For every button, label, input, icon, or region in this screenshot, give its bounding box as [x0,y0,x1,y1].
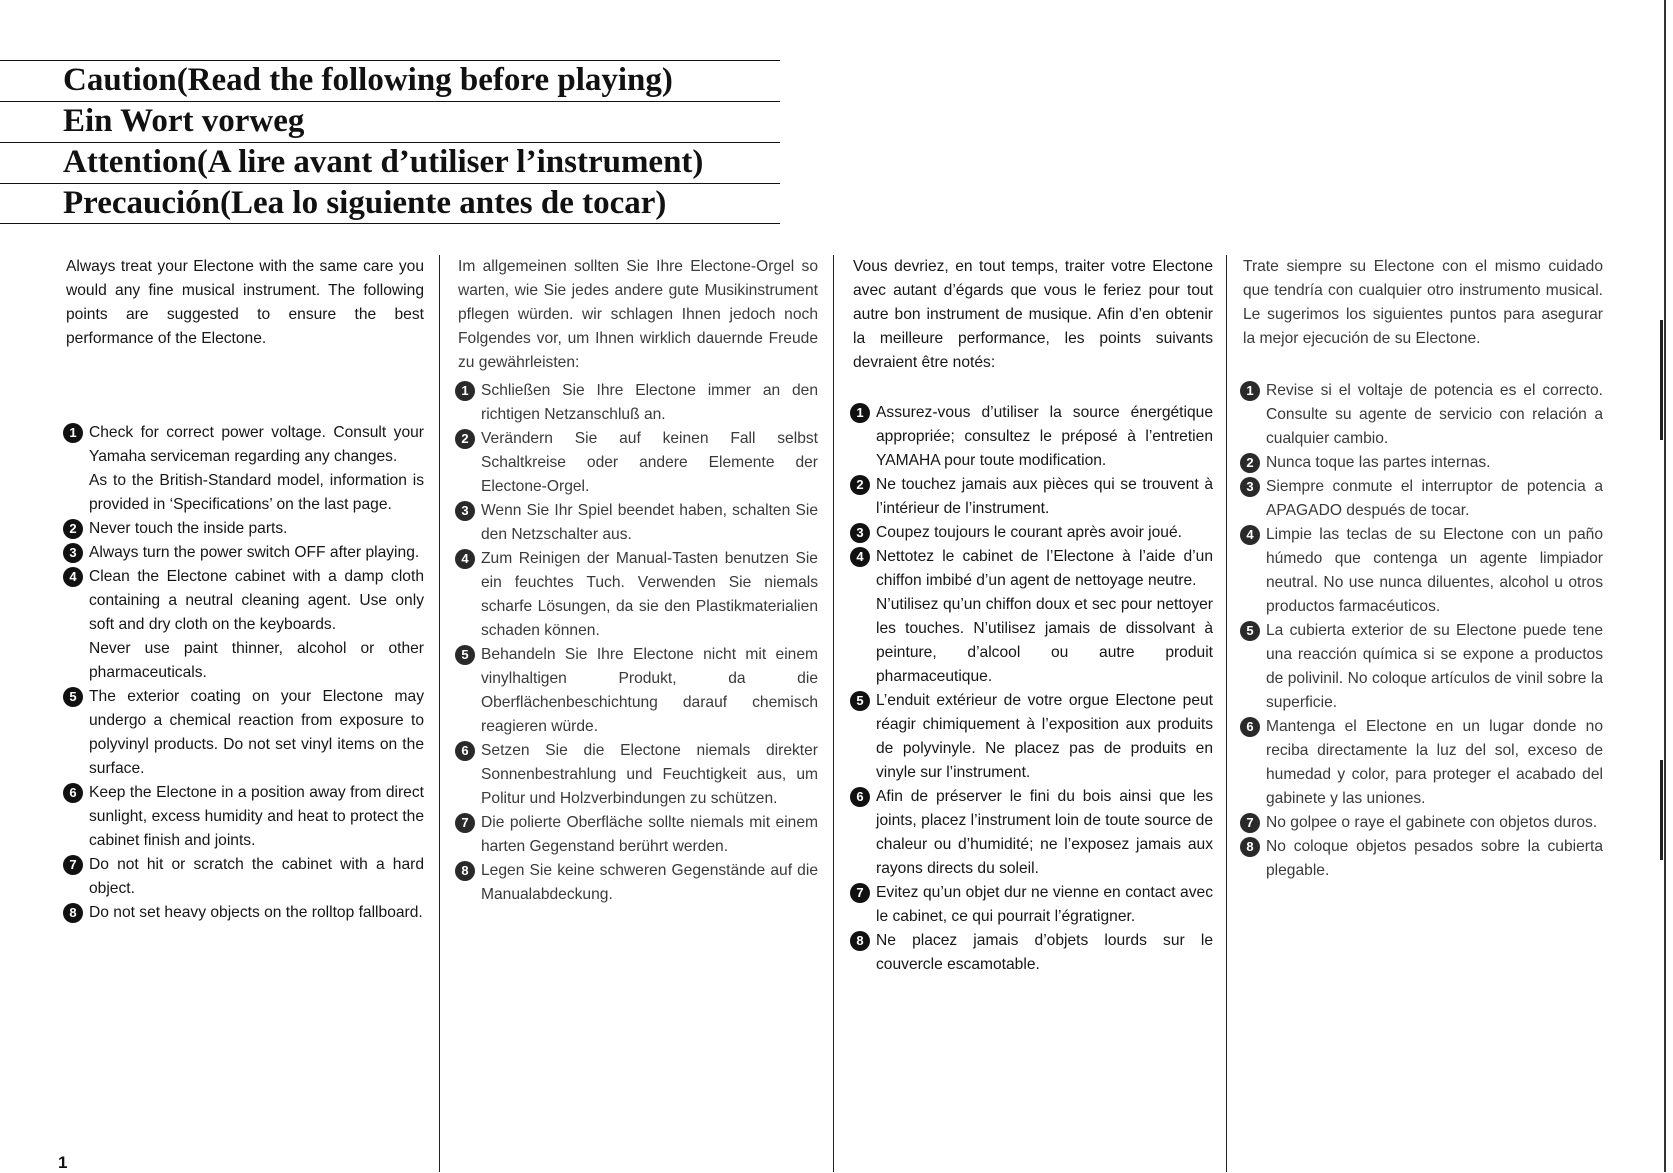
item-text: Legen Sie keine schweren Gegenstände auf die Manualabdeckung. [481,862,818,903]
list-item [1243,811,1603,835]
list-item [66,781,424,853]
page-edge [1664,0,1666,1172]
list-item [66,541,424,565]
item-number-badge: 5 [63,687,83,707]
list-item [66,517,424,541]
item-number-badge: 7 [63,855,83,875]
item-text: Do not hit or scratch the cabinet with a hard object. [89,856,424,897]
item-number-badge: 6 [455,741,475,761]
caution-list [458,379,818,907]
item-text: Zum Reinigen der Manual-Tasten benutzen Sie ein feuchtes Tuch. Verwenden Sie niemals scharfe Lösungen, da sie den Plastikmaterialien schaden können. [481,550,818,639]
item-number-badge: 2 [63,519,83,539]
intro-paragraph: Trate siempre su Electone con el mismo cuidado que tendría con cualquier otro instrumento musical. Le sugerimos los siguientes puntos para asegurar la mejor ejecución de su Electone. [1243,258,1603,347]
item-extra-text: N’utilisez qu’un chiffon doux et sec pour nettoyer les touches. N’utilisez jamais de dissolvant à peinture, d’alcool ou autre produit pharmaceutique. [876,596,1213,685]
item-number-badge: 5 [1240,621,1260,641]
item-text: Behandeln Sie Ihre Electone nicht mit einem vinylhaltigen Produkt, da die Oberflächenbeschichtung darauf chemisch reagieren würde. [481,646,818,735]
page-edge-mark [1660,320,1663,440]
item-text: Nunca toque las partes internas. [1266,454,1491,471]
list-item [66,901,424,925]
column-divider [439,255,440,1172]
column-english [66,255,424,925]
column-divider [833,255,834,1172]
list-item [458,427,818,499]
item-text: No coloque objetos pesados sobre la cubierta plegable. [1266,838,1603,879]
list-item [458,739,818,811]
list-item [853,545,1213,689]
list-item [458,859,818,907]
item-text: Do not set heavy objects on the rolltop fallboard. [89,904,423,921]
item-extra-text: As to the British-Standard model, information is provided in ‘Specifications’ on the last page. [89,472,424,513]
item-number-badge: 8 [850,931,870,951]
item-extra-text: Never use paint thinner, alcohol or other pharmaceuticals. [89,640,424,681]
list-item [853,521,1213,545]
item-number-badge: 8 [1240,837,1260,857]
item-text: Revise si el voltaje de potencia es el correcto. Consulte su agente de servicio con relación a cualquier cambio. [1266,382,1603,447]
item-number-badge: 7 [455,813,475,833]
item-number-badge: 3 [850,523,870,543]
item-text: Die polierte Oberfläche sollte niemals mit einem harten Gegenstand berührt werden. [481,814,818,855]
list-item [458,547,818,643]
item-number-badge: 1 [455,381,475,401]
list-item [1243,835,1603,883]
caution-list [66,421,424,925]
item-number-badge: 1 [1240,381,1260,401]
item-text: No golpee o raye el gabinete con objetos duros. [1266,814,1598,831]
item-number-badge: 4 [1240,525,1260,545]
list-item [853,785,1213,881]
list-item [1243,451,1603,475]
item-text: Verändern Sie auf keinen Fall selbst Schaltkreise oder andere Elemente der Electone-Orgel. [481,430,818,495]
list-item [458,499,818,547]
list-item [853,881,1213,929]
item-number-badge: 7 [1240,813,1260,833]
item-text: Limpie las teclas de su Electone con un paño húmedo que contenga un agente limpiador neutral. No use nunca diluentes, alcohol u otros productos farmacéuticos. [1266,526,1603,615]
column-german [458,255,818,907]
item-number-badge: 6 [1240,717,1260,737]
item-text: Keep the Electone in a position away from direct sunlight, excess humidity and heat to protect the cabinet finish and joints. [89,784,424,849]
item-text: Mantenga el Electone en un lugar donde no reciba directamente la luz del sol, exceso de humedad y color, para proteger el acabado del gabinete y las uniones. [1266,718,1603,807]
item-text: Check for correct power voltage. Consult your Yamaha serviceman regarding any changes. [89,424,424,465]
item-text: La cubierta exterior de su Electone puede tene una reacción química si se expone a productos de polivinil. No coloque artículos de vinil sobre la superficie. [1266,622,1603,711]
list-item [66,853,424,901]
item-number-badge: 8 [63,903,83,923]
item-text: Setzen Sie die Electone niemals direkter Sonnenbestrahlung und Feuchtigkeit aus, um Politur und Holzverbindungen zu schützen. [481,742,818,807]
list-item [853,929,1213,977]
list-item [66,685,424,781]
list-item [1243,475,1603,523]
heading-german: Ein Wort vorweg [0,101,780,142]
heading-french: Attention(A lire avant d’utiliser l’instrument) [0,142,780,183]
item-number-badge: 3 [63,543,83,563]
item-text: Ne touchez jamais aux pièces qui se trouvent à l’intérieur de l’instrument. [876,476,1213,517]
item-text: Never touch the inside parts. [89,520,288,537]
item-number-badge: 6 [63,783,83,803]
page-number: 1 [58,1153,68,1172]
column-french [853,255,1213,977]
item-number-badge: 6 [850,787,870,807]
item-number-badge: 1 [63,423,83,443]
item-text: Wenn Sie Ihr Spiel beendet haben, schalten Sie den Netzschalter aus. [481,502,818,543]
item-text: Schließen Sie Ihre Electone immer an den richtigen Netzanschluß an. [481,382,818,423]
item-text: The exterior coating on your Electone may undergo a chemical reaction from exposure to polyvinyl products. Do not set vinyl items on the surface. [89,688,424,777]
list-item [66,565,424,685]
heading-spanish: Precaución(Lea lo siguiente antes de tocar) [0,183,780,224]
caution-list [1243,379,1603,883]
item-text: Assurez-vous d’utiliser la source énergétique appropriée; consultez le préposé à l’entretien YAMAHA pour toute modification. [876,404,1213,469]
item-number-badge: 4 [455,549,475,569]
item-number-badge: 5 [850,691,870,711]
item-number-badge: 4 [850,547,870,567]
item-number-badge: 1 [850,403,870,423]
item-number-badge: 3 [455,501,475,521]
item-text: Evitez qu’un objet dur ne vienne en contact avec le cabinet, ce qui pourrait l’égratigner. [876,884,1213,925]
item-number-badge: 2 [1240,453,1260,473]
list-item [458,379,818,427]
list-item [1243,523,1603,619]
column-divider [1226,255,1227,1172]
list-item [458,811,818,859]
list-item [458,643,818,739]
item-text: Nettotez le cabinet de l’Electone à l’aide d’un chiffon imbibé d’un agent de nettoyage neutre. [876,548,1213,589]
page-edge-mark [1660,760,1663,860]
item-text: L’enduit extérieur de votre orgue Electone peut réagir chimiquement à l’exposition aux produits de polyvinyle. Ne placez pas de produits en vinyle sur l’instrument. [876,692,1213,781]
heading-block [0,60,780,224]
intro-paragraph: Vous devriez, en tout temps, traiter votre Electone avec autant d’égards que vous le feriez pour tout autre bon instrument de musique. Afin d’en obtenir la meilleure performance, les points suivants devraient être notés: [853,258,1213,371]
item-number-badge: 3 [1240,477,1260,497]
intro-paragraph: Always treat your Electone with the same care you would any fine musical instrument. The following points are suggested to ensure the best performance of the Electone. [66,258,424,347]
caution-list [853,401,1213,977]
item-number-badge: 7 [850,883,870,903]
item-number-badge: 2 [850,475,870,495]
item-number-badge: 4 [63,567,83,587]
item-text: Siempre conmute el interruptor de potencia a APAGADO después de tocar. [1266,478,1603,519]
item-text: Afin de préserver le fini du bois ainsi que les joints, placez l’instrument loin de toute source de chaleur ou d’humidité; ne l’exposez jamais aux rayons directs du soleil. [876,788,1213,877]
item-number-badge: 8 [455,861,475,881]
list-item [1243,715,1603,811]
list-item [1243,619,1603,715]
list-item [1243,379,1603,451]
item-text: Coupez toujours le courant après avoir joué. [876,524,1182,541]
item-number-badge: 2 [455,429,475,449]
heading-english: Caution(Read the following before playing) [0,60,780,101]
list-item [853,689,1213,785]
column-spanish [1243,255,1603,883]
item-text: Ne placez jamais d’objets lourds sur le couvercle escamotable. [876,932,1213,973]
item-number-badge: 5 [455,645,475,665]
item-text: Clean the Electone cabinet with a damp cloth containing a neutral cleaning agent. Use only soft and dry cloth on the keyboards. [89,568,424,633]
item-text: Always turn the power switch OFF after playing. [89,544,420,561]
list-item [66,421,424,517]
intro-paragraph: Im allgemeinen sollten Sie Ihre Electone-Orgel so warten, wie Sie jedes andere gute Musikinstrument pflegen würden. wir schlagen Ihnen jedoch noch Folgendes vor, um Ihnen wirklich dauernde Freude zu gewährleisten: [458,258,818,371]
list-item [853,401,1213,473]
list-item [853,473,1213,521]
